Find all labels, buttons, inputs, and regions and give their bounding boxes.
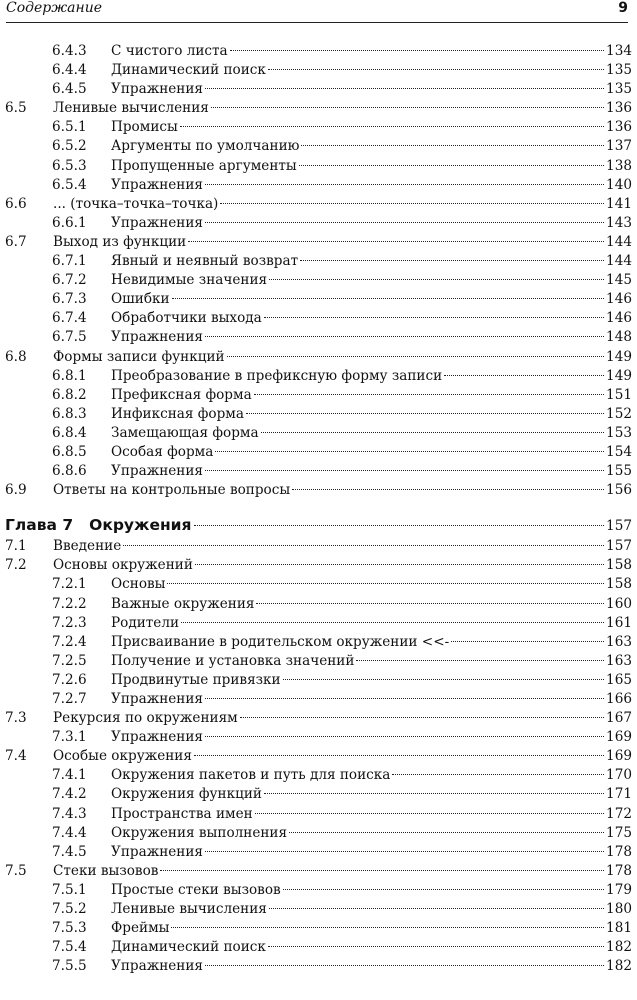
toc-entry-title: Пространства имен [111,805,253,822]
toc-entry-page: 166 [606,691,632,707]
toc-entry-number: 6.7.4 [52,310,87,327]
toc-entry[interactable] [5,785,632,804]
toc-entry-number: 6.8.6 [52,463,87,480]
toc-entry-number: 6.4.3 [52,43,87,59]
toc-entry-page: 171 [606,786,632,803]
toc-entry-number: 6.5 [5,100,27,117]
toc-entry-page: 136 [606,100,632,117]
toc-entry-number: 6.8.4 [52,424,87,441]
toc-entry-title: Аргументы по умолчанию [111,138,300,155]
dot-leader [195,564,604,565]
toc-entry-page: 145 [606,272,632,289]
dot-leader [269,908,604,909]
toc-entry-number: 7.1 [5,538,27,555]
toc-entry[interactable] [5,957,632,976]
toc-entry-title: Рекурсия по окружениям [53,710,238,727]
toc-entry-page: 153 [606,424,632,441]
toc-entry[interactable] [5,614,632,633]
toc-entry-number: 7.2 [5,557,27,574]
toc-entry[interactable] [5,271,632,290]
toc-entry-title: Выход из функции [53,233,187,250]
toc-entry-title: Родители [111,614,180,631]
toc-entry-page: 179 [606,881,632,898]
dot-leader [283,679,604,680]
toc-entry-page: 154 [606,443,632,460]
dot-leader [205,851,604,852]
toc-entry-number: 7.4.4 [52,824,87,841]
dot-leader [301,145,604,146]
dot-leader [205,336,604,337]
toc-entry-page: 169 [606,748,632,765]
toc-entry[interactable] [5,938,632,957]
toc-entry-title: Упражнения [111,329,203,346]
toc-entry[interactable] [5,233,632,252]
toc-entry-page: 144 [606,253,632,270]
toc-entry-title: Упражнения [111,214,203,231]
toc-entry-title: Присваивание в родительском окружении <<- [111,633,450,650]
toc-entry[interactable] [5,176,632,195]
toc-entry[interactable] [5,99,632,118]
toc-entry-number: 6.4.4 [52,62,87,79]
toc-entry-page: 135 [606,62,632,79]
toc-entry-page: 135 [606,81,632,98]
toc-entry[interactable] [5,61,632,80]
toc-entry-number: 7.5.1 [52,881,87,898]
toc-entry-title: Префиксная форма [111,386,252,403]
toc-entry-number: 6.8 [5,348,27,365]
toc-entry-title: Важные окружения [111,595,255,612]
toc-entry-title: Окружения пакетов и путь для поиска [111,767,391,784]
toc-entry-title: Введение [53,538,122,555]
toc-entry-number: 6.5.4 [52,176,87,193]
dot-leader [171,927,604,928]
toc-entry-number: 6.6 [5,195,27,212]
running-header-title: Содержание [6,0,103,16]
dot-leader [256,603,604,604]
toc-entry[interactable] [5,424,632,443]
page-number: 9 [618,0,628,16]
toc-entry-number: 6.6.1 [52,214,87,231]
toc-entry-title: Ленивые вычисления [53,100,209,117]
toc-entry[interactable] [5,766,632,785]
toc-entry-title: Получение и установка значений [111,652,355,669]
toc-entry[interactable] [5,824,632,843]
toc-entry-title: ... (точка–точка–точка) [53,195,219,212]
dot-leader [205,698,604,699]
toc-entry-number: 6.8.3 [52,405,87,422]
dot-leader [180,126,604,127]
dot-leader [181,622,604,623]
toc-entry[interactable] [5,805,632,824]
toc-entry-number: 6.7.5 [52,329,87,346]
toc-entry-title: Невидимые значения [111,272,268,289]
toc-entry[interactable] [5,195,632,214]
dot-leader [261,432,604,433]
toc-entry[interactable] [5,728,632,747]
dot-leader [205,470,604,471]
toc-entry-page: 167 [606,710,632,727]
toc-entry-number: 7.5.3 [52,920,87,937]
toc-entry[interactable] [5,633,632,652]
toc-entry-page: 170 [606,767,632,784]
toc-entry[interactable] [5,881,632,900]
toc-entry-page: 144 [606,233,632,250]
dot-leader [300,260,604,261]
toc-entry-number: 6.8.1 [52,367,87,384]
toc-entry-title: Преобразование в префиксную форму записи [111,367,443,384]
dot-leader [188,241,604,242]
toc-entry[interactable] [5,595,632,614]
toc-entry[interactable] [5,137,632,156]
toc-entry-number: 7.5.4 [52,939,87,956]
toc-entry-title: Особая форма [111,443,214,460]
toc-entry-number: 6.9 [5,482,27,499]
toc-entry-number: 7.3.1 [52,729,87,746]
toc-entry-page: 178 [606,843,632,860]
toc-entry-title: Обработчики выхода [111,310,262,327]
toc-entry-page: 163 [606,633,632,650]
dot-leader [264,317,604,318]
toc-entry-number: 7.4.2 [52,786,87,803]
dot-leader [220,203,604,204]
toc-entry[interactable] [5,919,632,938]
toc-entry[interactable] [5,214,632,233]
toc-entry-page: 175 [606,824,632,841]
dot-leader [356,660,604,661]
toc-entry-page: 181 [606,920,632,937]
dot-leader [205,222,604,223]
dot-leader [264,793,604,794]
toc-entry-title: Упражнения [111,843,203,860]
toc-entry[interactable] [5,481,632,500]
dot-leader [205,184,604,185]
dot-leader [392,774,604,775]
toc-entry-number: 6.7.2 [52,272,87,289]
dot-leader [240,717,604,718]
toc-entry[interactable] [5,690,632,709]
toc-entry-page: 163 [606,652,632,669]
toc-entry-title: Простые стеки вызовов [111,881,281,898]
toc-entry[interactable] [5,709,632,728]
toc-entry[interactable] [5,900,632,919]
toc-entry-title: С чистого листа [111,43,228,59]
dot-leader [211,107,604,108]
dot-leader [451,641,604,642]
toc-entry-page: 158 [606,576,632,593]
toc-entry-page: 165 [606,671,632,688]
dot-leader [172,298,604,299]
toc-entry-title: Ответы на контрольные вопросы [53,482,291,499]
toc-entry-number: 7.5.2 [52,901,87,918]
toc-entry-page: 140 [606,176,632,193]
toc-entry-page: 182 [606,939,632,956]
dot-leader [444,375,604,376]
toc-entry-page: 136 [606,119,632,136]
toc-entry-page: 137 [606,138,632,155]
toc-entry-title: Ошибки [111,291,170,308]
toc-entry[interactable] [5,862,632,881]
toc-entry-page: 157 [606,538,632,555]
toc-entry-number: 6.8.5 [52,443,87,460]
toc-entry-number: 7.4.1 [52,767,87,784]
toc-entry-number: 7.4.3 [52,805,87,822]
dot-leader [123,545,604,546]
toc-entry-number: 7.2.4 [52,633,87,650]
toc-entry-page: 134 [606,43,632,59]
dot-leader [269,279,604,280]
dot-leader [255,813,604,814]
toc-entry-title: Динамический поиск [111,62,266,79]
dot-leader [292,489,604,490]
toc-entry-number: 6.5.1 [52,119,87,136]
toc-entry-number: 7.2.2 [52,595,87,612]
toc-entry-title: Промисы [111,119,178,136]
toc-entry-page: 155 [606,463,632,480]
toc-entry-page: 141 [606,195,632,212]
toc-entry-page: 151 [606,386,632,403]
dot-leader [289,832,604,833]
dot-leader [194,525,605,526]
toc-entry-title: Окружения функций [111,786,262,803]
toc-entry-number: 7.3 [5,710,27,727]
toc-entry-title: Фреймы [111,920,170,937]
toc-entry-number: 6.5.2 [52,138,87,155]
toc-entry-title: Ленивые вычисления [111,901,267,918]
toc-entry-page: 169 [606,729,632,746]
toc-entry-number: 6.7.3 [52,291,87,308]
dot-leader [254,394,604,395]
toc-entry[interactable] [5,348,632,367]
toc-entry-page: 160 [606,595,632,612]
toc-entry-number: 7.5 [5,862,27,879]
toc-entry-title: Упражнения [111,463,203,480]
toc-entry-number: 7.2.3 [52,614,87,631]
dot-leader [215,451,604,452]
toc-entry-number: 6.4.5 [52,81,87,98]
toc-entry-title: Динамический поиск [111,939,266,956]
dot-leader [246,413,604,414]
dot-leader [227,356,604,357]
toc-entry-number: 6.5.3 [52,157,87,174]
toc-entry-page: 178 [606,862,632,879]
toc-entry-page: 146 [606,310,632,327]
toc-entry-title: Упражнения [111,81,203,98]
toc-entry[interactable] [5,575,632,594]
toc-entry-title: Замещающая форма [111,424,259,441]
toc-entry-number: 7.4 [5,748,27,765]
toc-entry-page: 149 [606,348,632,365]
toc-entry-page: 138 [606,157,632,174]
toc-entry[interactable] [5,462,632,481]
toc-entry[interactable] [5,80,632,99]
toc-entry-page: 148 [606,329,632,346]
toc-entry[interactable] [5,671,632,690]
toc-entry[interactable] [5,405,632,424]
toc-entry-title: Окружения [89,516,192,535]
toc-entry[interactable] [5,367,632,386]
toc-entry-title: Упражнения [111,691,203,707]
toc-entry-page: 157 [606,518,632,535]
toc-entry-number: 7.2.1 [52,576,87,593]
toc-entry-page: 182 [606,958,632,975]
dot-leader [230,50,604,51]
toc-entry[interactable] [5,556,632,575]
toc-entry[interactable] [5,328,632,347]
toc-entry-title: Упражнения [111,176,203,193]
toc-entry[interactable] [5,747,632,766]
dot-leader [167,583,604,584]
toc-entry-page: 172 [606,805,632,822]
toc-entry[interactable] [5,118,632,137]
toc-entry-page: 149 [606,367,632,384]
toc-entry-title: Особые окружения [53,748,192,765]
toc-entry[interactable] [5,42,632,61]
toc-entry-title: Продвинутые привязки [111,671,281,688]
toc-entry[interactable] [5,537,632,556]
toc-entry[interactable] [5,386,632,405]
toc-entry-title: Основы окружений [53,557,193,574]
dot-leader [160,870,604,871]
dot-leader [283,889,604,890]
toc-chapter-entry[interactable] [5,513,632,537]
toc-entry[interactable] [5,843,632,862]
chapter-spacer [5,500,632,513]
toc-entry[interactable] [5,652,632,671]
toc-entry-title: Формы записи функций [53,348,225,365]
toc-entry-number: 7.2.5 [52,652,87,669]
toc-entry-number: Глава 7 [5,516,74,535]
toc-entry-number: 7.2.7 [52,691,87,707]
toc-entry-number: 7.4.5 [52,843,87,860]
toc-entry-number: 6.7 [5,233,27,250]
table-of-contents [5,42,632,976]
dot-leader [268,69,604,70]
toc-entry-title: Упражнения [111,958,203,975]
toc-entry-page: 143 [606,214,632,231]
toc-entry-title: Пропущенные аргументы [111,157,297,174]
toc-entry-title: Основы [111,576,166,593]
running-header [6,0,628,23]
toc-entry-page: 146 [606,291,632,308]
toc-entry-page: 156 [606,482,632,499]
toc-entry-page: 161 [606,614,632,631]
dot-leader [205,965,604,966]
dot-leader [205,736,604,737]
toc-entry-page: 152 [606,405,632,422]
toc-entry-page: 180 [606,901,632,918]
toc-entry-number: 6.7.1 [52,253,87,270]
dot-leader [268,946,604,947]
toc-entry-title: Инфиксная форма [111,405,244,422]
toc-entry-page: 158 [606,557,632,574]
toc-entry-title: Упражнения [111,729,203,746]
toc-entry-title: Окружения выполнения [111,824,288,841]
toc-entry[interactable] [5,309,632,328]
toc-entry[interactable] [5,290,632,309]
dot-leader [205,88,604,89]
toc-entry[interactable] [5,157,632,176]
dot-leader [194,755,604,756]
toc-entry[interactable] [5,443,632,462]
toc-entry-title: Явный и неявный возврат [111,253,299,270]
toc-entry-title: Стеки вызовов [53,862,159,879]
dot-leader [299,165,604,166]
toc-entry-number: 7.2.6 [52,671,87,688]
toc-entry[interactable] [5,252,632,271]
toc-entry-number: 6.8.2 [52,386,87,403]
toc-entry-number: 7.5.5 [52,958,87,975]
